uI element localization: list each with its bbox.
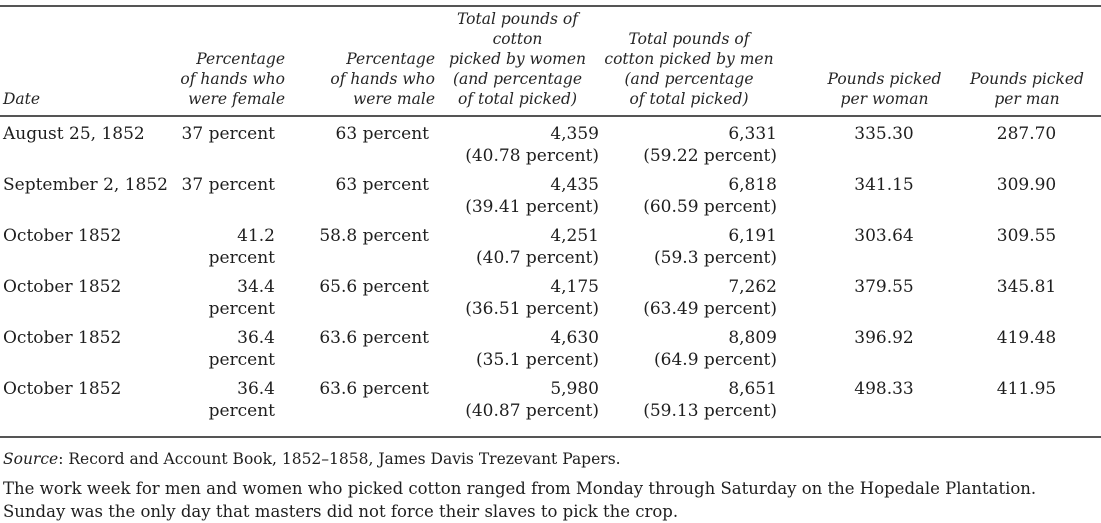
- lbs-women-total: 4,251: [550, 226, 599, 246]
- header-line: cotton picked by men: [604, 50, 774, 68]
- cell-lbs-women: [435, 116, 600, 168]
- header-line: were female: [188, 90, 285, 108]
- col-header-date: [0, 6, 170, 116]
- cell-lbs-women: [435, 168, 600, 219]
- cell-lbs-men: [600, 219, 778, 270]
- lbs-men-total: 8,809: [728, 328, 777, 348]
- cell-lbs-women: [435, 321, 600, 372]
- lbs-men-total: 7,262: [728, 277, 777, 297]
- lbs-women-pct: (39.41 percent): [465, 197, 599, 217]
- source-note: [3, 450, 1101, 468]
- header-line: of total picked): [457, 90, 577, 108]
- cell-pct-male: 63.6 percent: [319, 328, 429, 348]
- lbs-men-total: 6,331: [728, 124, 777, 144]
- cell-lbs-men: [600, 168, 778, 219]
- cell-per-woman: 335.30: [854, 124, 914, 144]
- lbs-men-pct: (59.22 percent): [643, 146, 777, 166]
- cell-pct-female: 41.2 percent: [208, 226, 275, 268]
- cell-per-man: 419.48: [996, 328, 1057, 348]
- lbs-women-total: 4,630: [550, 328, 599, 348]
- col-header-lbs-men: [600, 6, 778, 116]
- lbs-women-total: 4,359: [550, 124, 599, 144]
- cell-per-man: 287.70: [996, 124, 1057, 144]
- col-header-pct-male: [285, 6, 435, 116]
- cell-lbs-women: [435, 219, 600, 270]
- cell-lbs-women: [435, 372, 600, 437]
- header-line: of hands who: [180, 70, 285, 88]
- cell-per-woman: 341.15: [854, 175, 914, 195]
- lbs-women-pct: (40.87 percent): [465, 401, 599, 421]
- header-line: of hands who: [330, 70, 435, 88]
- note-line-1: The work week for men and women who picked cotton ranged from Monday through Saturday on the Hopedale Plantation.: [3, 479, 1037, 498]
- cell-date: October 1852: [3, 277, 122, 297]
- cell-pct-female: 36.4 percent: [208, 328, 275, 370]
- header-line: (and percentage: [452, 70, 583, 88]
- lbs-men-total: 6,818: [728, 175, 777, 195]
- cell-pct-male: 65.6 percent: [319, 277, 429, 297]
- source-label: Source: [3, 450, 59, 468]
- explanatory-note: [3, 477, 1101, 523]
- cell-date: October 1852: [3, 226, 122, 246]
- header-line: Total pounds of: [628, 30, 750, 48]
- header-line: of total picked): [629, 90, 749, 108]
- lbs-women-pct: (40.78 percent): [465, 146, 599, 166]
- cell-pct-male: 63 percent: [335, 124, 429, 144]
- header-line: per woman: [840, 90, 929, 108]
- cell-per-man: 345.81: [996, 277, 1057, 297]
- lbs-women-pct: (40.7 percent): [476, 248, 599, 268]
- lbs-men-pct: (59.13 percent): [643, 401, 777, 421]
- lbs-women-total: 4,435: [550, 175, 599, 195]
- cell-lbs-men: [600, 116, 778, 168]
- lbs-men-pct: (63.49 percent): [643, 299, 777, 319]
- table-row: [0, 219, 1101, 270]
- cell-pct-female: 37 percent: [181, 175, 275, 195]
- cell-per-woman: 498.33: [854, 379, 914, 399]
- header-line: (and percentage: [624, 70, 754, 88]
- source-text: : Record and Account Book, 1852–1858, James Davis Trezevant Papers.: [58, 450, 621, 468]
- table-row: [0, 270, 1101, 321]
- cell-date: October 1852: [3, 379, 122, 399]
- header-line: Pounds picked: [970, 70, 1084, 88]
- cell-pct-female: 37 percent: [181, 124, 275, 144]
- cell-pct-female: 34.4 percent: [208, 277, 275, 319]
- lbs-women-total: 5,980: [550, 379, 599, 399]
- cell-per-woman: 379.55: [854, 277, 914, 297]
- header-line: per man: [994, 90, 1060, 108]
- col-header-date-label: Date: [3, 90, 41, 108]
- header-line: Percentage: [196, 50, 285, 68]
- cell-per-woman: 303.64: [854, 226, 914, 246]
- cell-date: October 1852: [3, 328, 122, 348]
- header-line: were male: [352, 90, 435, 108]
- table-row: [0, 116, 1101, 168]
- cotton-picking-table: [0, 5, 1101, 438]
- lbs-men-pct: (60.59 percent): [643, 197, 777, 217]
- cell-date: September 2, 1852: [3, 175, 168, 195]
- cell-lbs-women: [435, 270, 600, 321]
- col-header-pct-female: [170, 6, 285, 116]
- lbs-women-pct: (35.1 percent): [476, 350, 599, 370]
- lbs-men-total: 8,651: [728, 379, 777, 399]
- lbs-women-total: 4,175: [550, 277, 599, 297]
- cell-pct-female: 36.4 percent: [208, 379, 275, 421]
- table-footer: [0, 450, 1101, 523]
- header-line: picked by women: [448, 50, 587, 68]
- cell-pct-male: 63.6 percent: [319, 379, 429, 399]
- cell-per-man: 411.95: [996, 379, 1057, 399]
- header-line: Percentage: [346, 50, 435, 68]
- cell-per-man: 309.90: [996, 175, 1057, 195]
- note-line-2: Sunday was the only day that masters did not force their slaves to pick the crop.: [3, 502, 679, 521]
- lbs-men-total: 6,191: [728, 226, 777, 246]
- cell-pct-male: 58.8 percent: [319, 226, 429, 246]
- lbs-women-pct: (36.51 percent): [465, 299, 599, 319]
- cell-pct-male: 63 percent: [335, 175, 429, 195]
- cell-date: August 25, 1852: [3, 124, 145, 144]
- lbs-men-pct: (59.3 percent): [654, 248, 777, 268]
- table-row: [0, 321, 1101, 372]
- cell-lbs-men: [600, 372, 778, 437]
- col-header-per-woman: [778, 6, 943, 116]
- cell-per-man: 309.55: [996, 226, 1057, 246]
- cell-lbs-men: [600, 321, 778, 372]
- col-header-per-man: [943, 6, 1101, 116]
- table-row: [0, 168, 1101, 219]
- cell-per-woman: 396.92: [854, 328, 914, 348]
- header-line: Pounds picked: [827, 70, 942, 88]
- col-header-lbs-women: [435, 6, 600, 116]
- table-row: [0, 372, 1101, 437]
- lbs-men-pct: (64.9 percent): [654, 350, 777, 370]
- header-line: Total pounds of cotton: [457, 10, 578, 48]
- cell-lbs-men: [600, 270, 778, 321]
- table-header-row: [0, 6, 1101, 116]
